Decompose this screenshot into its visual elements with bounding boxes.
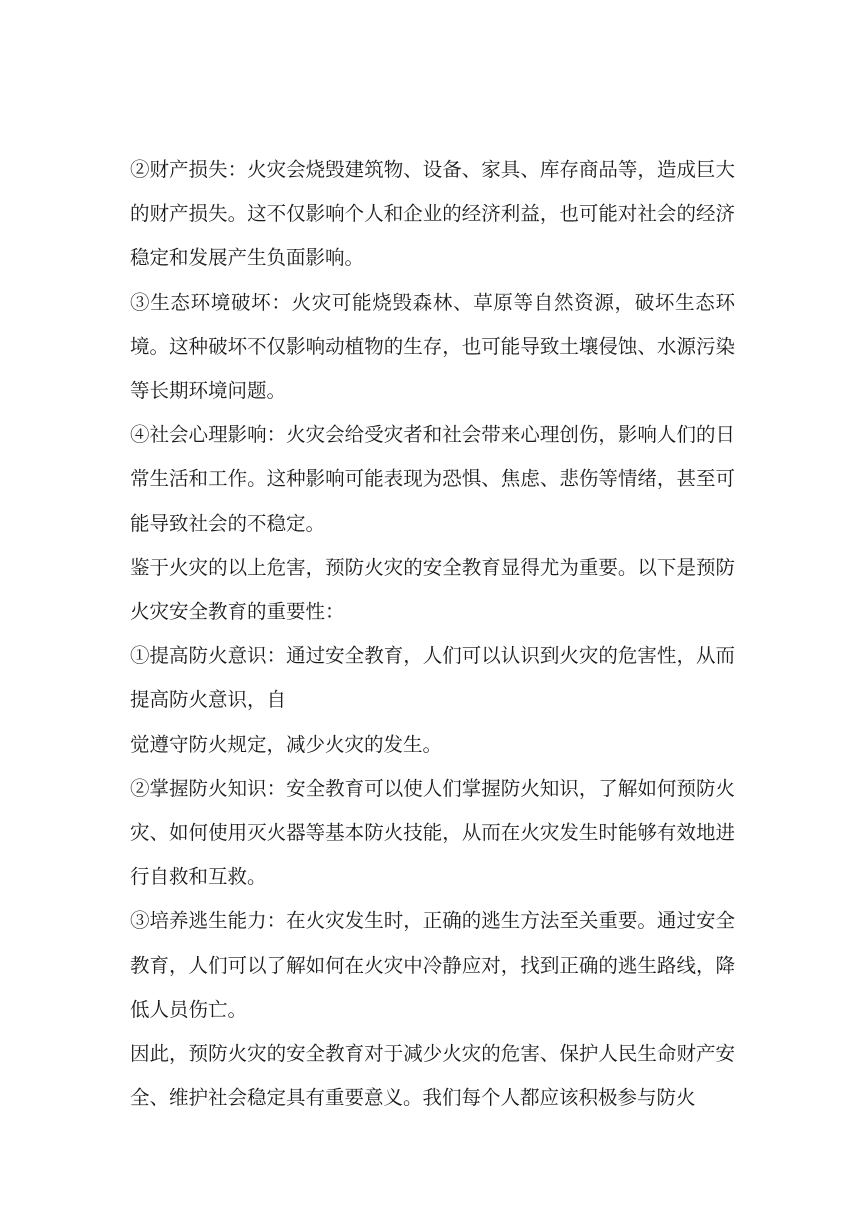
paragraph-social-psychology: ④社会心理影响：火灾会给受灾者和社会带来心理创伤，影响人们的日常生活和工作。这种影响可能表现为恐惧、焦虑、悲伤等情绪，甚至可能导致社会的不稳定。 [130,423,735,535]
paragraph-awareness-continued: 觉遵守防火规定，减少火灾的发生。 [130,732,443,756]
paragraph-knowledge: ②掌握防火知识：安全教育可以使人们掌握防火知识，了解如何预防火灾、如何使用灭火器等基本防火技能，从而在火灾发生时能够有效地进行自救和互救。 [130,776,735,889]
paragraph-property-loss: ②财产损失：火灾会烧毁建筑物、设备、家具、库存商品等，造成巨大的财产损失。这不仅影响个人和企业的经济利益，也可能对社会的经济稳定和发展产生负面影响。 [130,158,735,270]
paragraph-conclusion: 因此，预防火灾的安全教育对于减少火灾的危害、保护人民生命财产安全、维护社会稳定具有重要意义。我们每个人都应该积极参与防火 [130,1042,735,1110]
paragraph-ecological-damage: ③生态环境破坏：火灾可能烧毁森林、草原等自然资源，破坏生态环境。这种破坏不仅影响动植物的生存，也可能导致土壤侵蚀、水源污染等长期环境问题。 [130,290,735,403]
paragraph-escape-ability: ③培养逃生能力：在火灾发生时，正确的逃生方法至关重要。通过安全教育，人们可以了解如何在火灾中冷静应对，找到正确的逃生路线，降低人员伤亡。 [130,909,735,1021]
paragraph-awareness: ①提高防火意识：通过安全教育，人们可以认识到火灾的危害性，从而提高防火意识，自 [130,644,735,712]
paragraph-importance-intro: 鉴于火灾的以上危害，预防火灾的安全教育显得尤为重要。以下是预防火灾安全教育的重要性： [130,555,735,624]
document-page [130,148,735,1120]
